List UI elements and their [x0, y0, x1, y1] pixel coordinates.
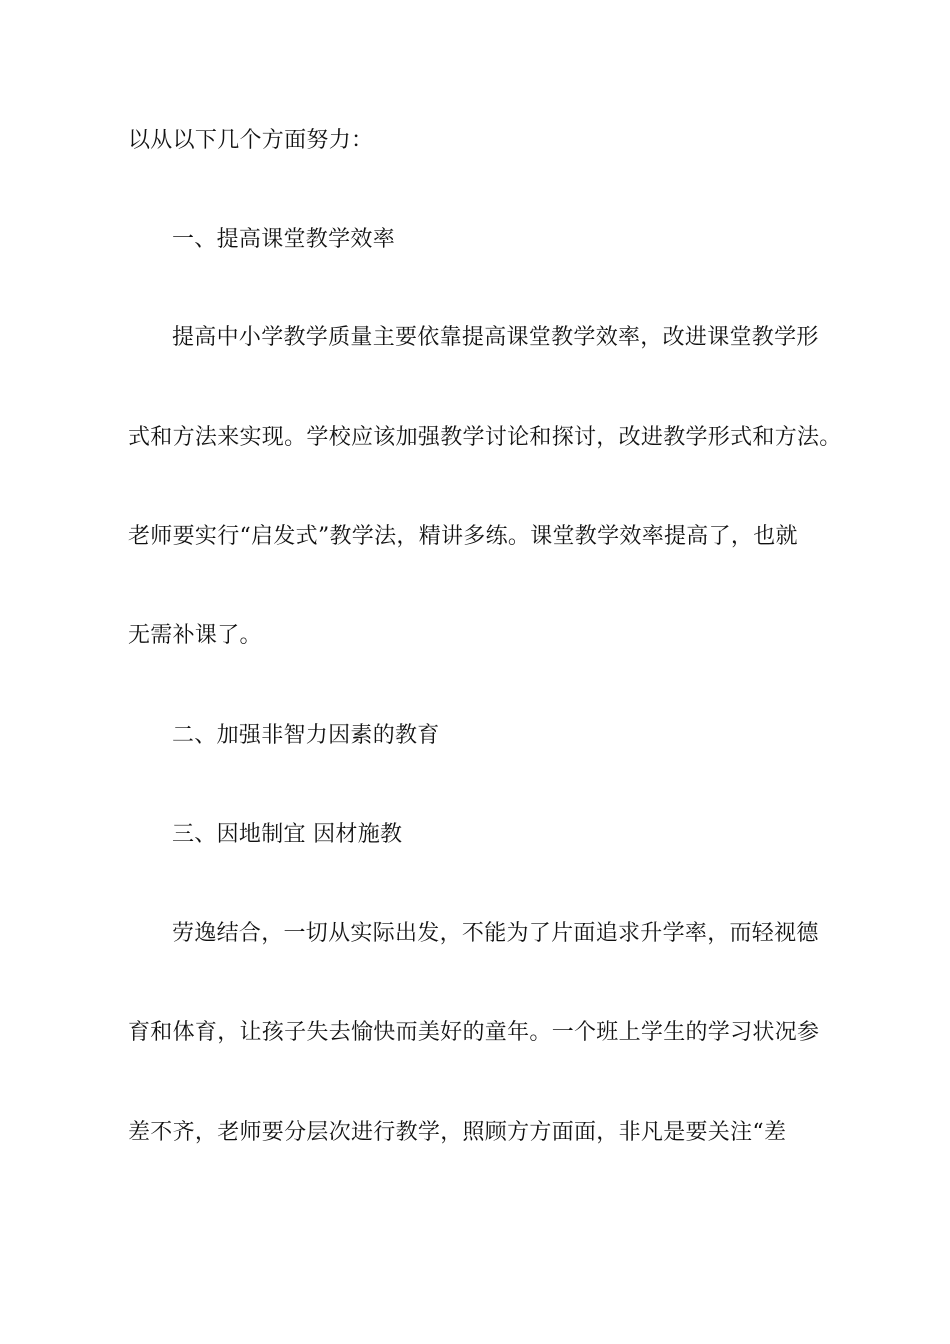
text-line-intro: 以从以下几个方面努力：: [128, 128, 374, 153]
section-heading-1: 一、提高课堂教学效率: [172, 227, 396, 252]
paragraph-2-line-2: 育和体育，让孩子失去愉快而美好的童年。一个班上学生的学习状况参: [128, 1020, 820, 1045]
section-heading-2: 二、加强非智力因素的教育: [172, 723, 440, 748]
paragraph-1-line-4: 无需补课了。: [128, 623, 262, 648]
paragraph-1-line-2: 式和方法来实现。学校应该加强教学讨论和探讨，改进教学形式和方法。: [128, 425, 842, 450]
paragraph-2-line-1: 劳逸结合，一切从实际出发，不能为了片面追求升学率，而轻视德: [172, 921, 819, 946]
paragraph-2-line-3: 差不齐，老师要分层次进行教学，照顾方方面面，非凡是要关注“差: [128, 1120, 787, 1145]
paragraph-1-line-3: 老师要实行“启发式”教学法，精讲多练。课堂教学效率提高了，也就: [128, 524, 798, 549]
section-heading-3: 三、因地制宜 因材施教: [172, 822, 403, 847]
paragraph-1-line-1: 提高中小学教学质量主要依靠提高课堂教学效率，改进课堂教学形: [172, 325, 819, 350]
